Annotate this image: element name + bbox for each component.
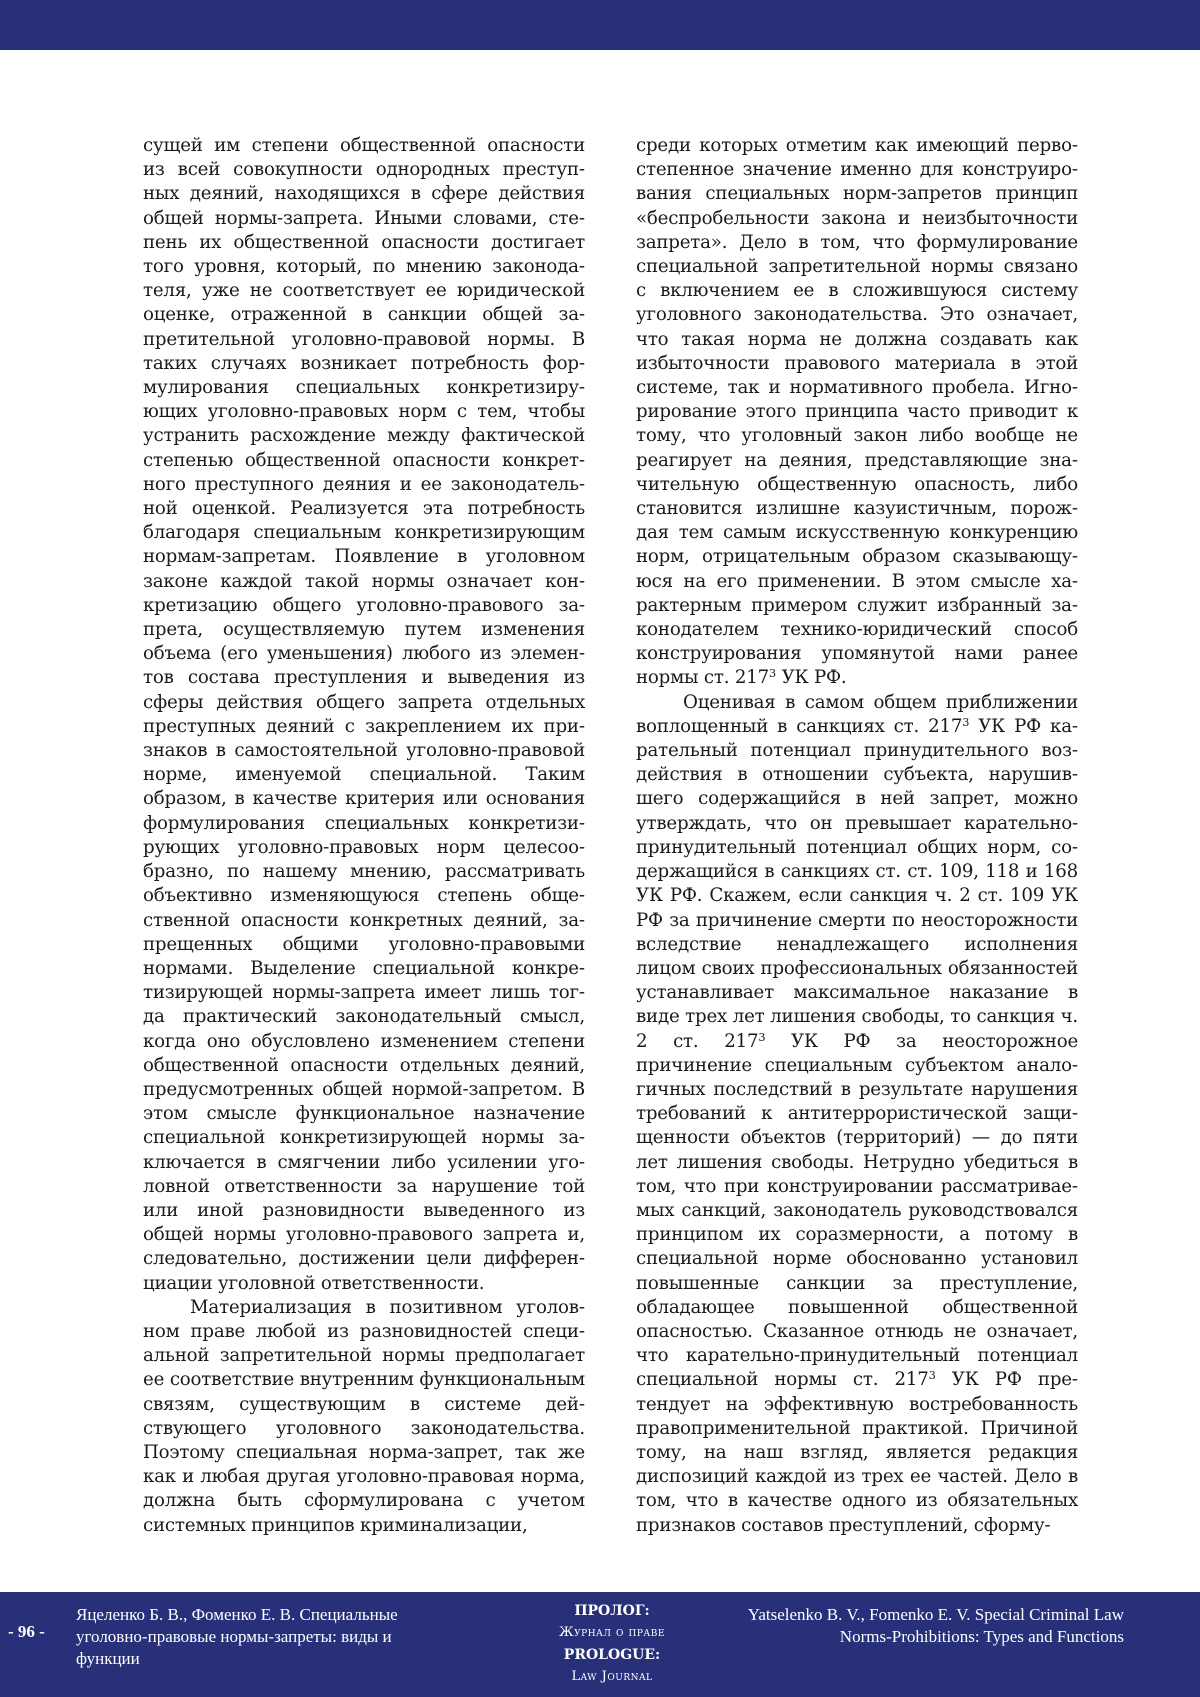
journal-subtitle-en: Law Journal xyxy=(571,1669,653,1684)
superscript: 3 xyxy=(962,715,970,729)
superscript: 3 xyxy=(928,1369,936,1383)
paragraph-text: УК РФ претендует на эффективную востребованность правоприменительной практикой. Причиной тому, на наш взгляд, является редакция диспозиций каждой из трех ее частей. Дело в том, что в качестве одного из обязательных признаков составов преступлений, сформу- xyxy=(636,1369,1078,1536)
superscript: 3 xyxy=(758,1030,766,1044)
paragraph-text: УК РФ карательный потенциал принудительного воздействия в отношении субъекта, нарушившего содержащийся в ней запрет, можно утверждать, что он превышает карательно-принудительный потенциал общих норм, содержащийся в санкциях ст. ст. 109, 118 и 168 УК РФ. Скажем, если санкция ч. 2 ст. 109 УК РФ за причинение смерти по неосторожности вследствие ненадлежащего исполнения лицом своих профессиональных обязанностей устанавливает максимальное наказание в виде трех лет лишения свободы, то санкция ч. 2 ст. 217 xyxy=(636,715,1078,1052)
header-bar xyxy=(0,0,1200,50)
citation-russian: Яцеленко Б. В., Фоменко Е. В. Специальные уголовно-правовые нормы-запреты: виды и функции xyxy=(76,1605,398,1668)
footer-bar xyxy=(0,1592,1200,1697)
journal-name-ru: ПРОЛОГ: xyxy=(574,1603,650,1619)
superscript: 3 xyxy=(769,667,777,681)
citation-english: Yatselenko B. V., Fomenko E. V. Special Criminal Law Norms-Prohibitions: Types and Functions xyxy=(747,1605,1124,1646)
paragraph xyxy=(636,134,1078,691)
journal-title xyxy=(500,1600,724,1688)
paragraph: Материализация в позитивном уголовном праве любой из разновидностей специальной запретительной нормы предполагает ее соответствие внутренним функциональным связям, существующим в системе действующего уголовного законодательства. Поэтому специальная норма-запрет, так же как и любая другая уголовно-правовая норма, должна быть сформулирована с учетом системных принципов криминализации, xyxy=(143,1296,585,1536)
journal-name-en: PROLOGUE: xyxy=(563,1647,661,1663)
paragraph-text: среди которых отметим как имеющий первостепенное значение именно для конструирования специальных норм-запретов принцип «беспробельности закона и неизбыточности запрета». Дело в том, что формулирование специальной запретительной нормы связано с включением ее в сложившуюся систему уголовного законодательства. Это означает, что такая норма не должна создавать как избыточности правового материала в этой системе, так и нормативного пробела. Игнорирование этого принципа часто приводит к тому, что уголовный закон либо вообще не реагирует на деяния, представляющие значительную общественную опасность, либо становится излишне казуистичным, порождая тем самым искусственную конкуренцию норм, отрицательным образом сказывающуюся на его применении. В этом смысле характерным примером служит избранный законодателем технико-юридический способ конструирования упомянутой нами ранее нормы ст. 217 xyxy=(636,135,1078,689)
right-text-column xyxy=(636,134,1078,1538)
journal-subtitle-ru: Журнал о праве xyxy=(559,1625,665,1640)
paragraph-text: Оценивая в самом общем приближении воплощенный в санкциях ст. 217 xyxy=(636,691,1078,737)
left-text-column xyxy=(143,134,585,1538)
paragraph-text: УК РФ за неосторожное причинение специальным субъектом аналогичных последствий в результате нарушения требований к антитеррористической защищенности объектов (территорий) — до пяти лет лишения свободы. Нетрудно убедиться в том, что при конструировании рассматриваемых санкций, законодатель руководствовался принципом их соразмерности, а потому в специальной норме обоснованно установил повышенные санкции за преступление, обладающее повышенной общественной опасностью. Сказанное отнюдь не означает, что карательно-принудительный потенциал специальной нормы ст. 217 xyxy=(636,1030,1079,1391)
page-number: - 96 - xyxy=(8,1622,45,1641)
paragraph-text: УК РФ. xyxy=(776,667,847,689)
paragraph: сущей им степени общественной опасности из всей совокупности однородных преступных деяний, находящихся в сфере действия общей нормы-запрета. Иными словами, степень их общественной опасности достигает того уровня, который, по мнению законодателя, уже не соответствует ее юридической оценке, отраженной в санкции общей запретительной уголовно-правовой нормы. В таких случаях возникает потребность формулирования специальных конкретизирующих уголовно-правовых норм с тем, чтобы устранить расхождение между фактической степенью общественной опасности конкретного преступного деяния и ее законодательной оценкой. Реализуется эта потребность благодаря специальным конкретизирующим нормам-запретам. Появление в уголовном законе каждой такой нормы означает конкретизацию общего уголовно-правового запрета, осуществляемую путем изменения объема (его уменьшения) любого из элементов состава преступления и выведения из сферы действия общего запрета отдельных преступных деяний с закреплением их признаков в самостоятельной уголовно-правовой норме, именуемой специальной. Таким образом, в качестве критерия или основания формулирования специальных конкретизирующих уголовно-правовых норм целесообразно, по нашему мнению, рассматривать объективно изменяющуюся степень общественной опасности конкретных деяний, запрещенных общими уголовно-правовыми нормами. Выделение специальной конкретизирующей нормы-запрета имеет лишь тогда практический законодательный смысл, когда оно обусловлено изменением степени общественной опасности отдельных деяний, предусмотренных общей нормой-запретом. В этом смысле функциональное назначение специальной конкретизирующей нормы заключается в смягчении либо усилении уголовной ответственности за нарушение той или иной разновидности выведенного из общей нормы уголовно-правового запрета и, следовательно, достижении цели дифференциации уголовной ответственности. xyxy=(143,135,585,1294)
paragraph xyxy=(636,691,1078,1538)
